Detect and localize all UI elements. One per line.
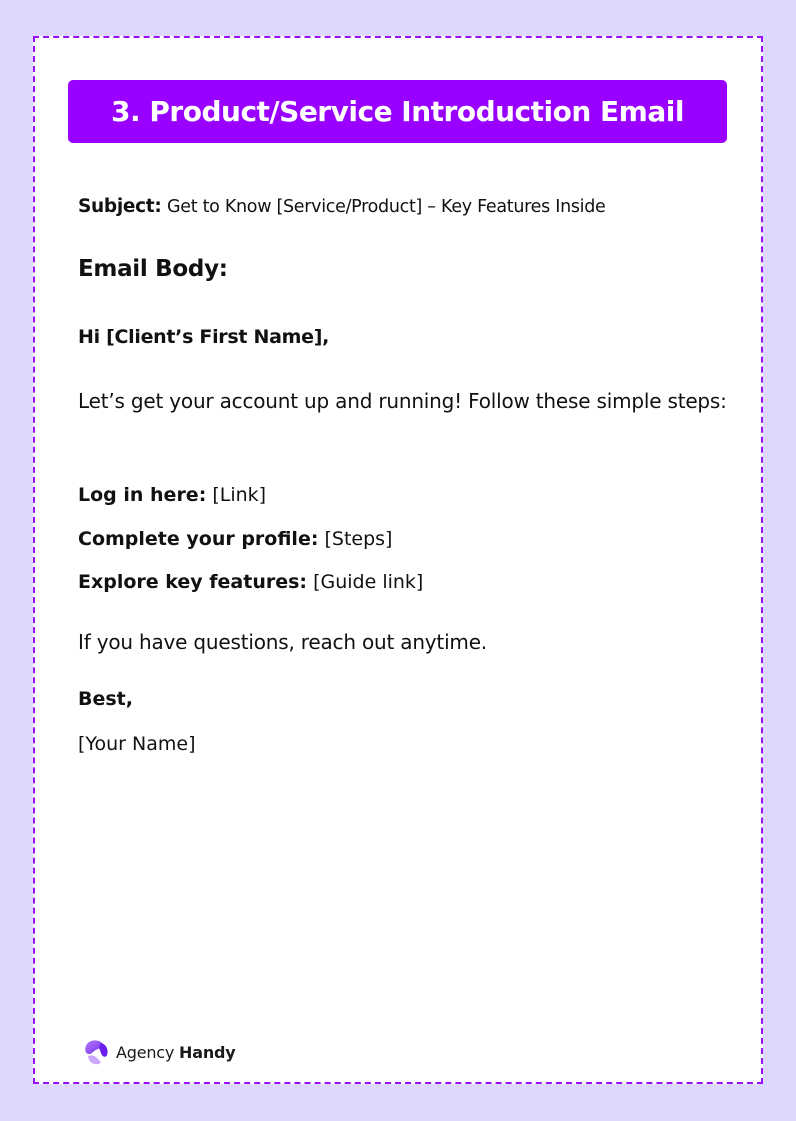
greeting: Hi [Client’s First Name], — [78, 326, 329, 348]
subject-label: Subject: — [78, 196, 162, 217]
signature-name: [Your Name] — [78, 733, 196, 755]
subject-line — [78, 196, 606, 217]
step-label: Log in here: — [78, 484, 207, 506]
document-page — [33, 36, 763, 1084]
email-body-heading: Email Body: — [78, 256, 228, 282]
step-value: [Guide link] — [313, 571, 424, 593]
closing-line: If you have questions, reach out anytime. — [78, 630, 487, 654]
step-value: [Link] — [212, 484, 267, 506]
subject-value: Get to Know [Service/Product] – Key Features Inside — [167, 197, 606, 217]
footer-logo — [82, 1038, 236, 1066]
title-banner — [68, 80, 727, 143]
step-value: [Steps] — [324, 528, 393, 550]
step-item — [78, 484, 266, 506]
brand-name — [116, 1043, 236, 1062]
page-title: 3. Product/Service Introduction Email — [111, 95, 684, 128]
step-label: Complete your profile: — [78, 528, 319, 550]
agency-handy-logo-icon — [82, 1038, 110, 1066]
signoff: Best, — [78, 688, 133, 710]
step-item — [78, 528, 392, 550]
brand-name-light: Agency — [116, 1042, 175, 1062]
brand-name-bold: Handy — [179, 1042, 236, 1062]
step-item — [78, 571, 423, 593]
step-label: Explore key features: — [78, 571, 308, 593]
intro-paragraph: Let’s get your account up and running! Follow these simple steps: — [78, 389, 727, 413]
